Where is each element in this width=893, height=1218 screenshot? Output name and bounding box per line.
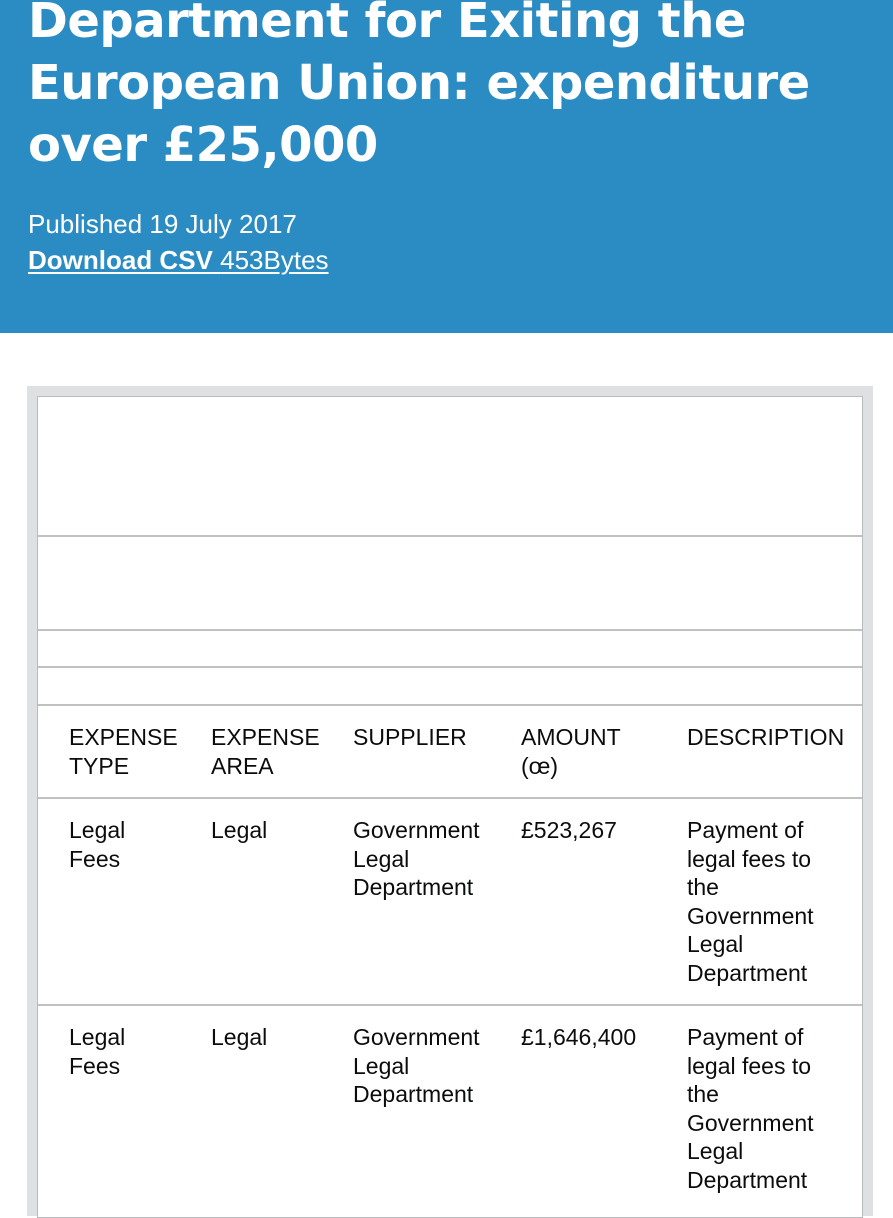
- page-header: [0, 0, 893, 333]
- table-cell-supplier: Government Legal Department: [353, 1024, 480, 1107]
- table-cell-description: Payment of legal fees to the Government Legal Department: [687, 1024, 814, 1193]
- row-divider: [38, 629, 862, 631]
- column-header-description: DESCRIPTION: [687, 724, 845, 750]
- row-divider: [38, 666, 862, 668]
- table-cell-supplier: Government Legal Department: [353, 817, 480, 900]
- column-header-amount: AMOUNT (œ): [521, 724, 621, 779]
- table-cell-expense-type: Legal Fees: [69, 817, 126, 872]
- table-cell-expense-area: Legal: [211, 817, 268, 843]
- table-cell-description: Payment of legal fees to the Government Legal Department: [687, 817, 814, 986]
- column-header-supplier: SUPPLIER: [353, 724, 467, 750]
- column-header-expense-area: EXPENSE AREA: [211, 724, 320, 779]
- csv-preview-frame: [27, 386, 873, 1216]
- column-header-expense-type: EXPENSE TYPE: [69, 724, 178, 779]
- row-divider: [38, 535, 862, 537]
- expenditure-table: [37, 396, 863, 1218]
- file-size: 453Bytes: [220, 245, 329, 275]
- download-csv-link[interactable]: [28, 244, 329, 276]
- row-divider: [38, 797, 862, 799]
- table-cell-expense-area: Legal: [211, 1024, 268, 1050]
- published-date: Published 19 July 2017: [28, 209, 297, 239]
- table-cell-amount: £523,267: [521, 817, 617, 843]
- download-csv-label: Download CSV: [28, 245, 213, 275]
- table-cell-expense-type: Legal Fees: [69, 1024, 126, 1079]
- row-divider: [38, 1004, 862, 1006]
- page-title: Department for Exiting the European Union: expenditure over £25,000: [28, 0, 810, 173]
- row-divider: [38, 704, 862, 706]
- table-cell-amount: £1,646,400: [521, 1024, 637, 1050]
